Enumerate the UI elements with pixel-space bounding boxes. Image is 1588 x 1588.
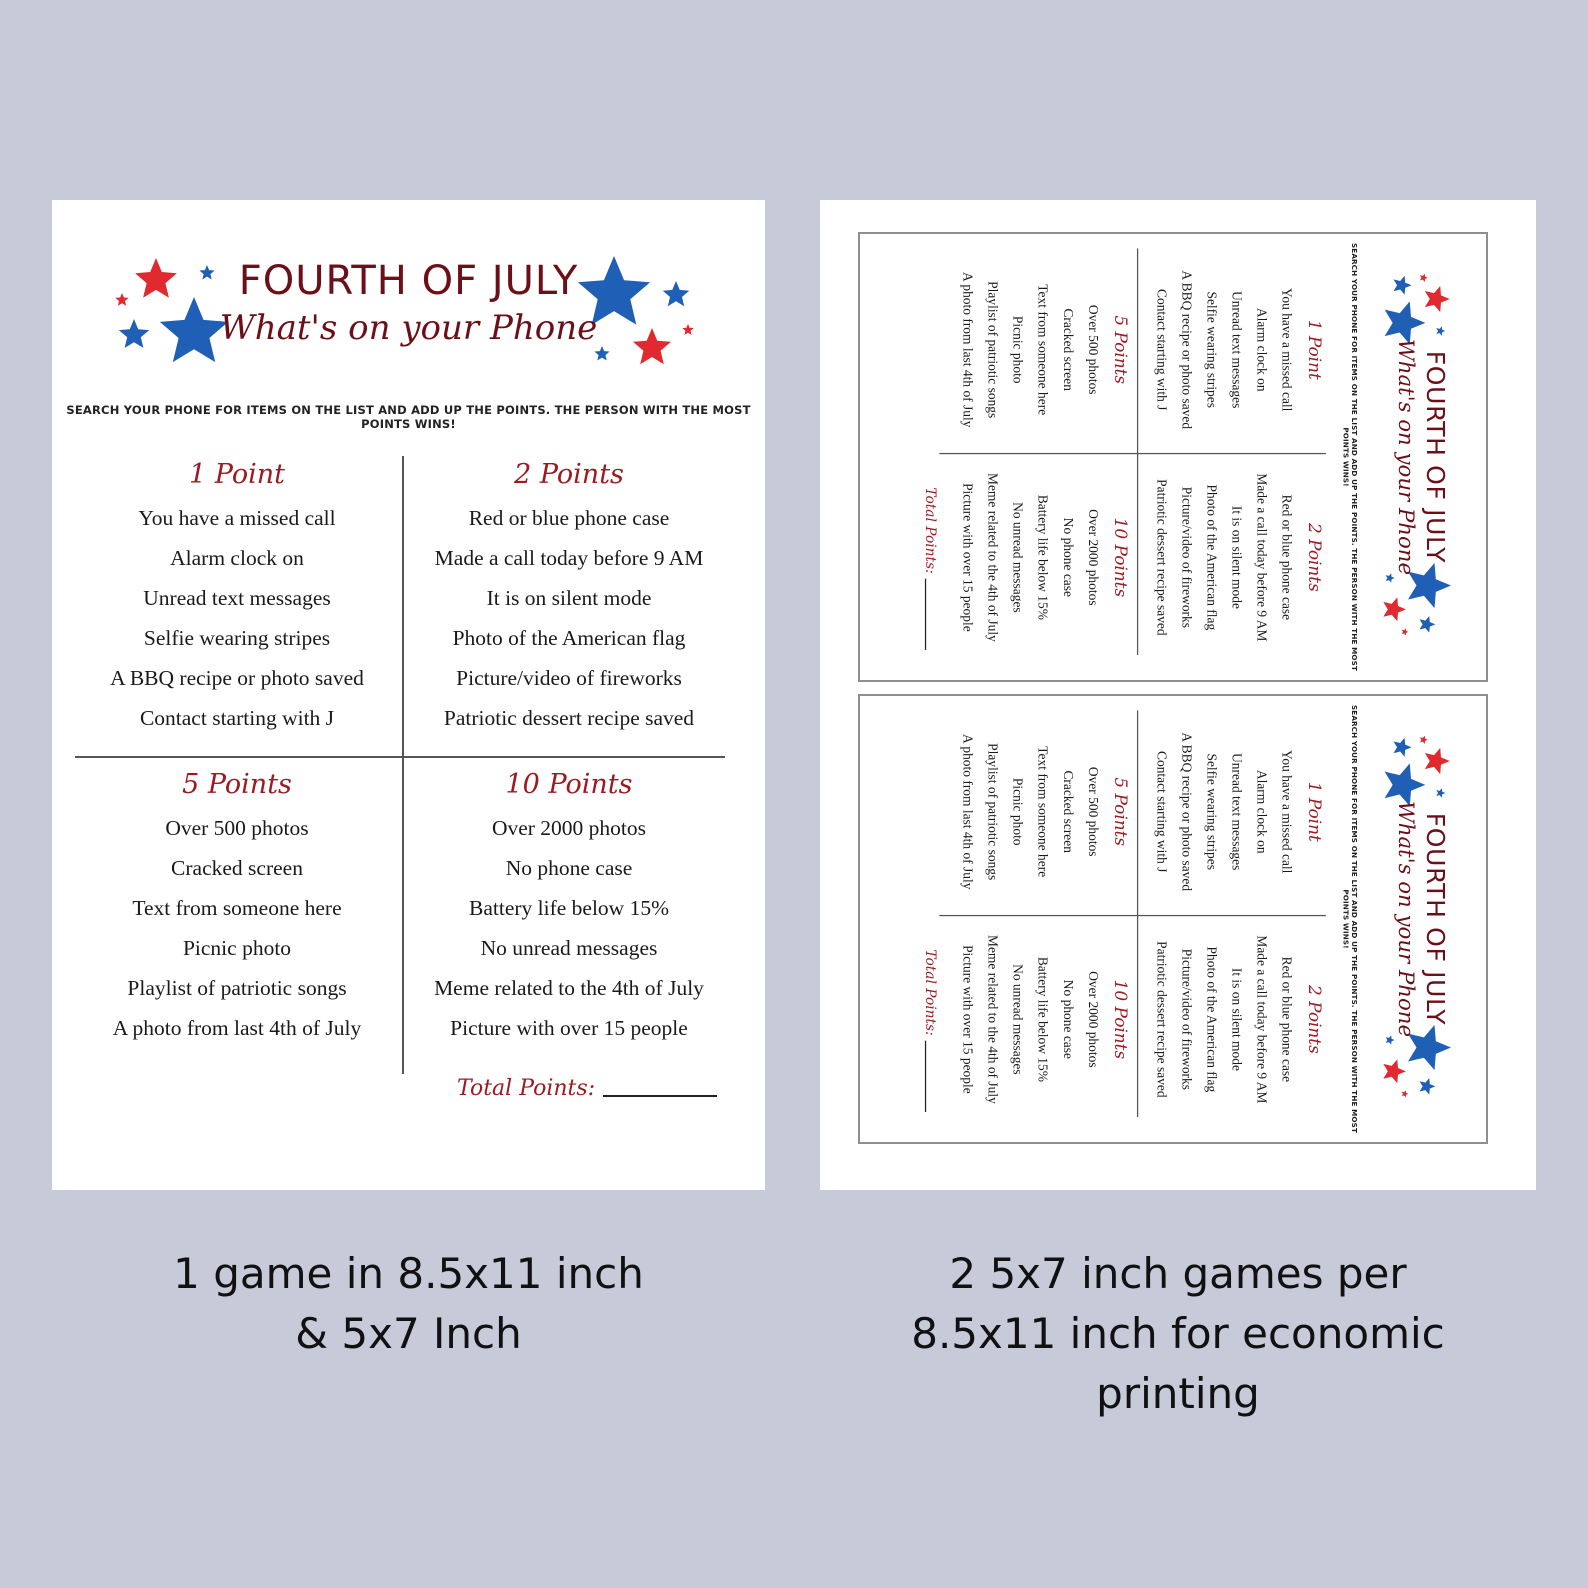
list-item: Made a call today before 9 AM [1254,935,1270,1104]
list-item: Selfie wearing stripes [1204,753,1220,870]
total-points [457,1076,717,1101]
list-item: Picture/video of fireworks [456,666,682,690]
list-item: Cracked screen [1060,770,1076,853]
list-item: It is on silent mode [486,586,652,610]
section-10-points [956,916,1131,1122]
list-item: Patriotic dessert recipe saved [443,706,695,730]
list-item: Battery life below 15% [1035,494,1051,620]
list-item: Alarm clock on [170,546,304,570]
list-item: Playlist of patriotic songs [985,743,1001,881]
section-heading: 5 Points [1110,777,1131,847]
section-heading: 2 Points [1304,523,1324,592]
list-item: Over 500 photos [1085,766,1101,857]
list-item: Photo of the American flag [452,626,686,650]
star-icon [594,346,609,361]
list-item: Text from someone here [1035,746,1051,878]
section-heading: 10 Points [1110,517,1131,598]
title-line2: What's on your Phone [1393,800,1419,1038]
list-item: Cracked screen [171,856,303,880]
list-item: Selfie wearing stripes [143,626,331,650]
list-item: Battery life below 15% [468,896,669,920]
title-line2: What's on your Phone [1393,338,1419,576]
list-item: Picture with over 15 people [960,945,976,1094]
list-item: A BBQ recipe or photo saved [1179,270,1195,430]
caption-line: & 5x7 Inch [295,1309,522,1358]
list-item: You have a missed call [1279,288,1295,412]
mini-game-content [867,696,1486,1142]
list-item: Picture with over 15 people [960,483,976,632]
total-points-blank [603,1095,717,1097]
section-heading: 5 Points [1110,315,1131,385]
title-line2: What's on your Phone [219,308,598,348]
list-item: Over 500 photos [1085,304,1101,395]
list-item: Picnic photo [1010,777,1026,846]
horizontal-divider [1137,248,1138,655]
section-heading: 2 Points [514,459,624,490]
mini-game-card-top [858,232,1488,682]
caption-line: printing [1096,1369,1260,1418]
list-item: Made a call today before 9 AM [434,546,704,570]
list-item: Patriotic dessert recipe saved [1154,941,1170,1098]
list-item: It is on silent mode [1229,967,1245,1071]
list-item: Contact starting with J [1154,751,1170,873]
section-heading: 5 Points [182,769,292,800]
section-2-points [404,458,734,738]
list-item: Unread text messages [1229,291,1245,409]
caption-left [52,1244,765,1364]
horizontal-divider [1137,710,1138,1117]
list-item: Over 500 photos [165,816,309,840]
list-item: A BBQ recipe or photo saved [110,666,364,690]
total-points-label: Total Points: [457,1076,596,1101]
list-item: Cracked screen [1060,308,1076,391]
total-points-label: Total Points: [922,949,939,1036]
section-1-point [72,458,402,738]
mini-game-rotated [867,234,1486,680]
list-item: Contact starting with J [1154,289,1170,411]
mini-game-content [867,234,1486,680]
list-item: No unread messages [480,936,658,960]
mini-game-card-bottom [858,694,1488,1144]
caption-line: 1 game in 8.5x11 inch [173,1249,644,1298]
total-points [922,487,938,650]
section-heading: 1 Point [1304,319,1324,380]
list-item: A photo from last 4th of July [960,272,976,428]
section-1-point [1149,247,1324,453]
list-item: No unread messages [1010,964,1026,1075]
full-page-sheet [52,200,765,1190]
list-item: Photo of the American flag [1204,946,1220,1093]
list-item: A photo from last 4th of July [112,1016,362,1040]
title-line1: FOURTH OF JULY [1420,350,1450,564]
list-item: Patriotic dessert recipe saved [1154,479,1170,636]
caption-right [820,1244,1536,1424]
caption-line: 2 5x7 inch games per [949,1249,1407,1298]
section-2-points [1149,454,1324,660]
section-5-points [956,247,1131,453]
list-item: Picture with over 15 people [450,1016,688,1040]
list-item: It is on silent mode [1229,505,1245,609]
section-heading: 2 Points [1304,985,1324,1054]
list-item: No unread messages [1010,502,1026,613]
list-item: Red or blue phone case [468,506,670,530]
list-item: Red or blue phone case [1279,956,1295,1083]
total-points [922,949,938,1112]
section-heading: 1 Point [189,459,285,490]
list-item: A photo from last 4th of July [960,734,976,890]
list-item: Contact starting with J [139,706,335,730]
title-line1: FOURTH OF JULY [1420,812,1450,1026]
list-item: Unread text messages [143,586,331,610]
list-item: No phone case [505,856,633,880]
list-item: Text from someone here [1035,284,1051,416]
list-item: Alarm clock on [1254,307,1270,392]
list-item: Over 2000 photos [1085,971,1101,1068]
list-item: Over 2000 photos [1085,509,1101,606]
list-item: You have a missed call [1279,750,1295,874]
list-item: Meme related to the 4th of July [434,976,704,1000]
list-item: You have a missed call [138,506,336,530]
two-up-sheet [820,200,1536,1190]
list-item: Picture/video of fireworks [1179,486,1195,628]
section-heading: 10 Points [505,769,633,800]
list-item: Over 2000 photos [491,816,647,840]
section-heading: 10 Points [1110,979,1131,1060]
total-points-label: Total Points: [922,487,939,574]
list-item: Picnic photo [1010,315,1026,384]
list-item: A BBQ recipe or photo saved [1179,732,1195,892]
list-item: Made a call today before 9 AM [1254,473,1270,642]
list-item: No phone case [1060,979,1076,1059]
title-line1: FOURTH OF JULY [238,258,579,304]
section-1-point [1149,709,1324,915]
list-item: Picture/video of fireworks [1179,948,1195,1090]
game-card [52,200,765,1190]
list-item: Selfie wearing stripes [1204,291,1220,408]
mini-game-rotated [867,696,1486,1142]
list-item: Battery life below 15% [1035,956,1051,1082]
section-2-points [1149,916,1324,1122]
list-item: Playlist of patriotic songs [127,976,347,1000]
section-10-points [956,454,1131,660]
list-item: Red or blue phone case [1279,494,1295,621]
list-item: Meme related to the 4th of July [985,472,1001,642]
section-5-points [72,768,402,1048]
list-item: Picnic photo [182,936,292,960]
caption-line: 8.5x11 inch for economic [911,1309,1445,1358]
instructions: SEARCH YOUR PHONE FOR ITEMS ON THE LIST AND ADD UP THE POINTS. THE PERSON WITH THE MOST POINTS WINS! [1341,242,1360,672]
list-item: Meme related to the 4th of July [985,934,1001,1104]
section-5-points [956,709,1131,915]
total-points-blank [925,1041,926,1112]
list-item: Alarm clock on [1254,769,1270,854]
instructions: SEARCH YOUR PHONE FOR ITEMS ON THE LIST AND ADD UP THE POINTS. THE PERSON WITH THE MOST POINTS WINS! [1341,704,1360,1134]
horizontal-divider [75,756,725,758]
list-item: Photo of the American flag [1204,484,1220,631]
list-item: No phone case [1060,517,1076,597]
list-item: Unread text messages [1229,753,1245,871]
total-points-blank [925,579,926,650]
list-item: Playlist of patriotic songs [985,281,1001,419]
instructions: SEARCH YOUR PHONE FOR ITEMS ON THE LIST AND ADD UP THE POINTS. THE PERSON WITH THE MOST POINTS WINS! [66,403,751,431]
section-10-points [404,768,734,1048]
section-heading: 1 Point [1304,781,1324,842]
list-item: Text from someone here [132,896,342,920]
